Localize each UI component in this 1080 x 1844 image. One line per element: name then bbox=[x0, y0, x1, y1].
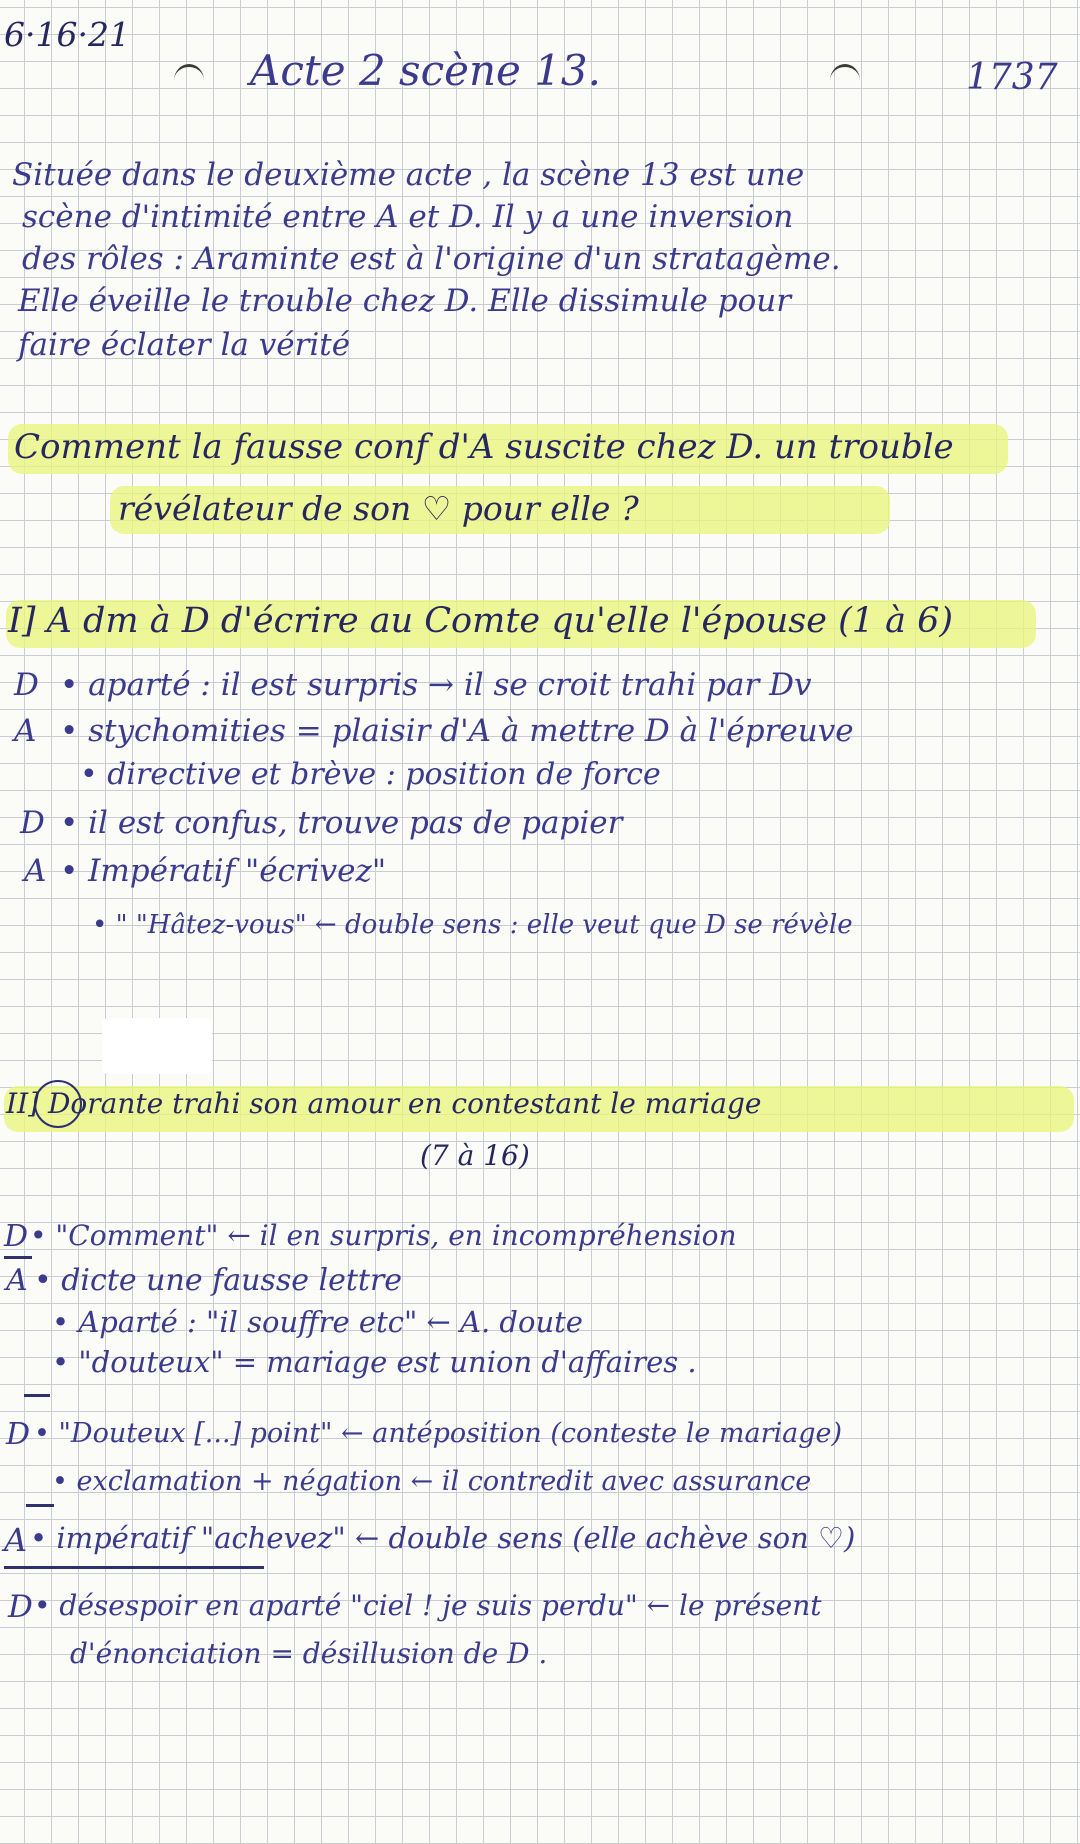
speaker-tag: D bbox=[8, 1589, 33, 1625]
part2-line: d'énonciation = désillusion de D . bbox=[70, 1637, 548, 1670]
speaker-tag: A bbox=[14, 713, 37, 749]
speaker-tag: D bbox=[20, 805, 45, 841]
speaker-tag: A bbox=[4, 1521, 28, 1559]
intro-line: scène d'intimité entre A et D. Il y a une inversion bbox=[22, 199, 794, 235]
part2-title: II] Dorante trahi son amour en contestant le mariage bbox=[6, 1087, 762, 1120]
speaker-tag: A bbox=[24, 853, 47, 889]
part1-line: • aparté : il est surpris → il se croit trahi par Dv bbox=[60, 667, 812, 703]
part2-line: • dicte une fausse lettre bbox=[34, 1263, 403, 1298]
part2-line: • désespoir en aparté "ciel ! je suis perdu" ← le présent bbox=[34, 1589, 822, 1622]
part1-line: • directive et brève : position de force bbox=[80, 757, 661, 792]
part2-line: • Aparté : "il souffre etc" ← A. doute bbox=[52, 1305, 583, 1339]
part1-line: • stychomities = plaisir d'A à mettre D à l'épreuve bbox=[60, 713, 854, 749]
part2-line: • "Douteux [...] point" ← antéposition (conteste le mariage) bbox=[34, 1418, 843, 1449]
part1-line: • " "Hâtez-vous" ← double sens : elle veut que D se révèle bbox=[92, 910, 853, 940]
blank-patch bbox=[102, 1018, 212, 1074]
intro-line: faire éclater la vérité bbox=[18, 327, 351, 363]
part1-title: I] A dm à D d'écrire au Comte qu'elle l'épouse (1 à 6) bbox=[8, 601, 954, 641]
intro-line: des rôles : Araminte est à l'origine d'un stratagème. bbox=[22, 241, 841, 277]
underline-mark bbox=[24, 1394, 50, 1397]
date: 6·16·21 bbox=[4, 15, 130, 54]
part2-line: • "Comment" ← il en surpris, en incompréhension bbox=[30, 1219, 737, 1252]
part2-range: (7 à 16) bbox=[420, 1139, 530, 1172]
binder-hole-right bbox=[830, 64, 860, 97]
underline-mark bbox=[4, 1566, 264, 1569]
speaker-tag: A bbox=[6, 1263, 28, 1298]
underline-mark bbox=[26, 1504, 54, 1507]
year: 1737 bbox=[966, 57, 1058, 98]
part2-line: • "douteux" = mariage est union d'affaires . bbox=[52, 1345, 697, 1379]
speaker-tag: D bbox=[6, 1417, 31, 1452]
part1-line: • il est confus, trouve pas de papier bbox=[60, 805, 623, 841]
part2-line: • impératif "achevez" ← double sens (elle achève son ♡) bbox=[30, 1521, 856, 1555]
underline-mark bbox=[4, 1256, 32, 1259]
speaker-tag: D bbox=[4, 1219, 29, 1254]
speaker-tag: D bbox=[14, 667, 39, 703]
part2-line: • exclamation + négation ← il contredit avec assurance bbox=[52, 1466, 812, 1497]
intro-line: Située dans le deuxième acte , la scène 13 est une bbox=[12, 157, 805, 193]
page-title: Acte 2 scène 13. bbox=[250, 46, 601, 95]
binder-hole-left bbox=[174, 64, 204, 97]
intro-line: Elle éveille le trouble chez D. Elle dissimule pour bbox=[18, 283, 792, 319]
problematique-line-2: révélateur de son ♡ pour elle ? bbox=[118, 489, 639, 528]
part1-line: • Impératif "écrivez" bbox=[60, 853, 387, 889]
problematique-line-1: Comment la fausse conf d'A suscite chez D. un trouble bbox=[14, 427, 954, 467]
